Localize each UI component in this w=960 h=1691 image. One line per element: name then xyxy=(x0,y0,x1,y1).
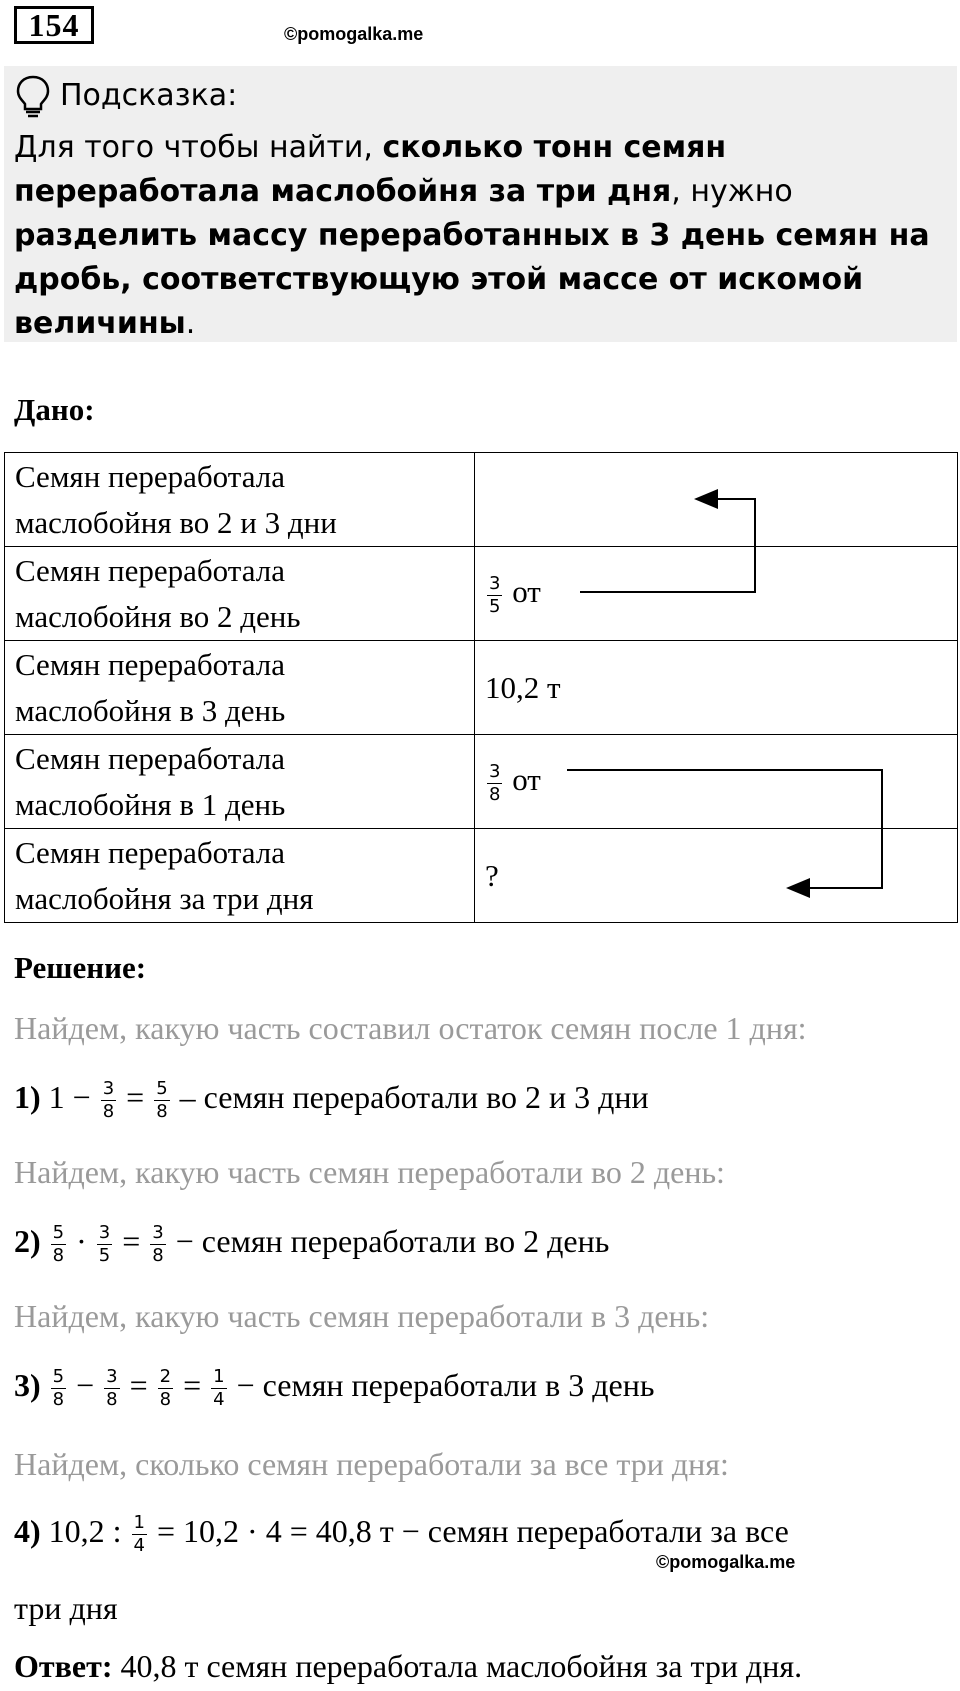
fraction: $\frac{3}{8}$ xyxy=(102,1078,115,1122)
given-title: Дано: xyxy=(14,392,95,427)
hint-title: Подсказка: xyxy=(60,78,238,113)
fraction: $\frac{3}{8}$ xyxy=(106,1366,118,1410)
watermark: ©pomogalka.me xyxy=(284,24,424,44)
hint-part: Для того чтобы найти, xyxy=(14,130,383,165)
fraction: $\frac{5}{8}$ xyxy=(52,1366,65,1410)
arrow-connector xyxy=(567,770,882,888)
step-intro: Найдем, сколько семян переработали за все три дня: xyxy=(14,1446,729,1482)
solution-title: Решение: xyxy=(14,950,147,985)
fraction: $\frac{2}{8}$ xyxy=(159,1366,172,1410)
arrow-connector xyxy=(580,499,755,592)
given-value: $\frac{3}{5}$ от xyxy=(475,547,958,641)
given-label: Семян переработала маслобойня в 3 день xyxy=(5,641,475,735)
given-label: Семян переработала маслобойня за три дня xyxy=(5,829,475,923)
step-1: 1) 1 − $\frac{3}{8}$ = $\frac{5}{8}$ – семян переработали во 2 и 3 дни xyxy=(14,1078,649,1122)
step-4-continued: три дня xyxy=(14,1590,118,1626)
step-2: 2) $\frac{5}{8}$ · $\frac{3}{5}$ = $\frac{3}{8}$ − семян переработали во 2 день xyxy=(14,1222,610,1266)
fraction: $\frac{3}{8}$ xyxy=(489,760,501,805)
hint-part: , нужно xyxy=(671,174,793,209)
hint-part: разделить массу переработанных в 3 день семян на дробь, соответствующую этой массе от искомой величины xyxy=(14,218,930,341)
step-intro: Найдем, какую часть семян переработали в 3 день: xyxy=(14,1298,710,1334)
fraction: $\frac{1}{4}$ xyxy=(133,1512,145,1556)
hint-part: . xyxy=(185,306,196,341)
hint-part: сколько тонн семян переработала маслобойня за три дня xyxy=(14,130,727,209)
given-label: Семян переработала маслобойня во 2 день xyxy=(5,547,475,641)
answer: Ответ: 40,8 т семян переработала маслобойня за три дня. xyxy=(14,1648,803,1684)
watermark: ©pomogalka.me xyxy=(656,1552,796,1572)
fraction: $\frac{3}{5}$ xyxy=(98,1222,111,1266)
step-intro: Найдем, какую часть семян переработали во 2 день: xyxy=(14,1154,725,1190)
fraction: $\frac{5}{8}$ xyxy=(52,1222,65,1266)
given-value: ? xyxy=(475,829,958,923)
fraction: $\frac{3}{8}$ xyxy=(152,1222,164,1266)
given-label: Семян переработала маслобойня во 2 и 3 дни xyxy=(5,453,475,547)
given-value: 10,2 т xyxy=(475,641,958,735)
given-value: $\frac{3}{8}$ от xyxy=(475,735,958,829)
step-intro: Найдем, какую часть составил остаток семян после 1 дня: xyxy=(14,1010,807,1046)
fraction: $\frac{1}{4}$ xyxy=(213,1366,225,1410)
fraction: $\frac{3}{5}$ xyxy=(489,572,501,617)
step-4: 4) 10,2 : $\frac{1}{4}$ = 10,2 · 4 = 40,8 т − семян переработали за все xyxy=(14,1512,789,1556)
fraction: $\frac{5}{8}$ xyxy=(156,1078,168,1122)
given-label: Семян переработала маслобойня в 1 день xyxy=(5,735,475,829)
step-3: 3) $\frac{5}{8}$ − $\frac{3}{8}$ = $\frac{2}{8}$ = $\frac{1}{4}$ − семян переработали в 3 день xyxy=(14,1366,655,1410)
problem-number: 154 xyxy=(14,6,94,44)
